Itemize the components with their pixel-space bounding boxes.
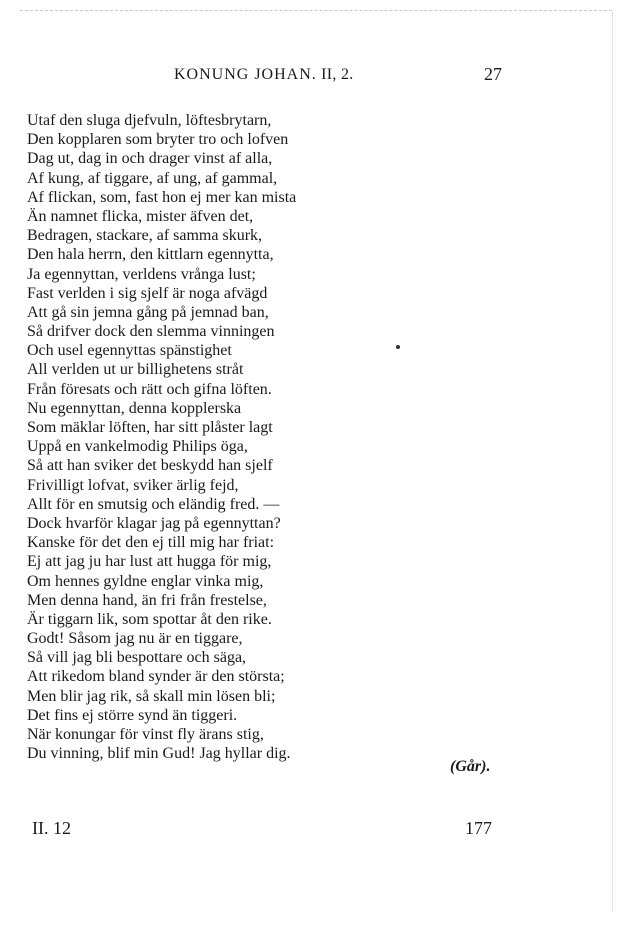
- verse-line: Kanske för det den ej till mig har friat:: [27, 534, 275, 552]
- stray-mark: [396, 345, 400, 349]
- verse-line: Så vill jag bli bespottare och säga,: [27, 649, 247, 667]
- verse-line: Det fins ej större synd än tiggeri.: [27, 706, 238, 724]
- right-edge-rule: [612, 12, 613, 912]
- verse-line: Att gå sin jemna gång på jemnad ban,: [27, 303, 269, 321]
- verse-line: All verlden ut ur billighetens stråt: [27, 361, 244, 379]
- verse-line: Så att han sviker det beskydd han sjelf: [27, 457, 273, 475]
- verse-line: Utaf den sluga djefvuln, löftesbrytarn,: [27, 112, 272, 129]
- verse-line: Att rikedom bland synder är den största;: [27, 668, 285, 686]
- verse-line: Den hala herrn, den kittlarn egennytta,: [27, 246, 274, 264]
- running-head-title: KONUNG JOHAN.: [174, 66, 317, 83]
- verse-line: Ej att jag ju har lust att hugga för mig,: [27, 553, 272, 571]
- verse-line: Du vinning, blif min Gud! Jag hyllar dig.: [27, 745, 291, 763]
- verse-line: Den kopplaren som bryter tro och lofven: [27, 131, 289, 149]
- verse-line: Men denna hand, än fri från frestelse,: [27, 591, 267, 609]
- verse-line: Än namnet flicka, mister äfven det,: [27, 207, 254, 225]
- verse-line: Så drifver dock den slemma vinningen: [27, 323, 275, 341]
- verse-line: Af kung, af tiggare, af ung, af gammal,: [27, 169, 278, 187]
- verse-line: Af flickan, som, fast hon ej mer kan mista: [27, 188, 297, 206]
- verse-line: Ja egennyttan, verldens vrånga lust;: [27, 265, 256, 283]
- verse-line: Allt för en smutsig och eländig fred. —: [27, 495, 280, 513]
- verse-line: Bedragen, stackare, af samma skurk,: [27, 227, 263, 245]
- verse-line: Dock hvarför klagar jag på egennyttan?: [27, 514, 281, 532]
- verse-line: Men blir jag rik, så skall min lösen bli;: [27, 687, 276, 705]
- running-head: [174, 66, 354, 84]
- verse-line: Nu egennyttan, denna kopplerska: [27, 399, 242, 417]
- verse-line: Uppå en vankelmodig Philips öga,: [27, 438, 248, 456]
- verse-line: Dag ut, dag in och drager vinst af alla,: [27, 150, 273, 168]
- top-edge-rule: [20, 10, 612, 11]
- verse-line: Om hennes gyldne englar vinka mig,: [27, 572, 264, 590]
- footer-page-number: 177: [465, 818, 492, 838]
- verse-line: Och usel egennyttas spänstighet: [27, 342, 232, 360]
- verse-block: [27, 111, 427, 763]
- verse-line: Från föresats och rätt och gifna löften.: [27, 380, 272, 398]
- verse-line: Fast verlden i sig sjelf är noga afvägd: [27, 284, 268, 302]
- page-number: 27: [484, 64, 502, 84]
- verse-line: När konungar för vinst fly ärans stig,: [27, 726, 264, 743]
- printer-signature: II. 12: [32, 818, 71, 838]
- verse-line: Godt! Såsom jag nu är en tiggare,: [27, 630, 243, 648]
- running-head-act-scene: II, 2.: [321, 66, 354, 83]
- stage-direction: (Går).: [450, 758, 491, 775]
- verse-line: Frivilligt lofvat, sviker ärlig fejd,: [27, 476, 239, 494]
- verse-line: Är tiggarn lik, som spottar åt den rike.: [27, 610, 272, 628]
- verse-line: Som mäklar löften, har sitt plåster lagt: [27, 419, 273, 436]
